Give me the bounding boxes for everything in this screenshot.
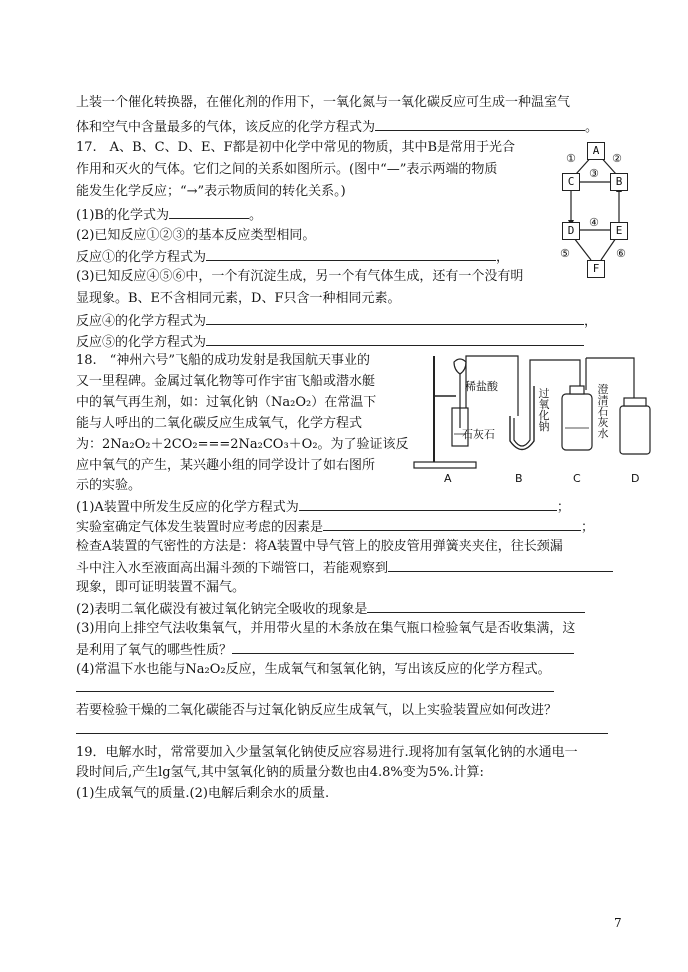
reaction-mark-1: ① (566, 152, 576, 165)
node-e: E (610, 222, 628, 240)
reaction-mark-4: ④ (589, 216, 599, 229)
question-18-stem: 18. “神州六号”飞船的成功发射是我国航天事业的 (76, 353, 370, 368)
answer-blank[interactable] (375, 117, 585, 131)
text-line: (2)表明二氧化碳没有被过氧化钠完全吸收的现象是 (76, 599, 585, 619)
text-line: 示的实验。 (76, 478, 142, 493)
text-line: 能与人呼出的二氧化碳反应生成氧气，化学方程式 (76, 416, 363, 431)
text-line: 现象，即可证明装置不漏气。 (76, 580, 246, 595)
text-line: (3)用向上排空气法收集氧气，并用带火星的木条放在集气瓶口检验氧气是否收集满，这 (76, 621, 576, 636)
text-line: 应中氧气的产生，某兴趣小组的同学设计了如右图所 (76, 458, 376, 473)
question-17-stem: 17. A、B、C、D、E、F都是初中化学中常见的物质，其中B是常用于光合 (76, 140, 516, 155)
reagent-stone: 石灰石 (462, 428, 495, 441)
text-line: 斗中注入水至液面高出漏斗颈的下端管口，若能观察到 (76, 558, 613, 578)
answer-line[interactable] (76, 720, 608, 734)
node-b: B (610, 173, 628, 191)
text-line: 又一里程碑。金属过氧化物等可作宇宙飞船或潜水艇 (76, 374, 376, 389)
reaction-mark-5: ⑤ (560, 247, 570, 260)
text-line: 反应⑤的化学方程式为 (76, 332, 584, 352)
answer-blank[interactable] (169, 205, 249, 219)
apparatus-figure (410, 346, 674, 486)
text-line: (3)已知反应④⑤⑥中，一个有沉淀生成，另一个有气体生成，还有一个没有明 (76, 269, 524, 284)
text-line: 为：2Na₂O₂＋2CO₂===2Na₂CO₃＋O₂。为了验证该反 (76, 437, 409, 452)
text-line: 中的氧气再生剂，如：过氧化钠（Na₂O₂）在常温下 (76, 395, 377, 410)
text-line: 反应④的化学方程式为 ， (76, 311, 597, 331)
text-line: 若要检验干燥的二氧化碳能否与过氧化钠反应生成氧气，以上实验装置应如何改进？ (76, 703, 558, 718)
answer-blank[interactable] (388, 558, 613, 572)
reagent-acid: 稀盐酸 (465, 380, 498, 393)
text-line: (4)常温下水也能与Na₂O₂反应，生成氧气和氢氧化钠，写出该反应的化学方程式。 (76, 662, 551, 677)
text-line: 段时间后,产生lg氢气,其中氢氧化钠的质量分数也由4.8%变为5%.计算: (76, 765, 484, 780)
text-line: 作用和灭火的气体。它们之间的关系如图所示。(图中“—”表示两端的物质 (76, 162, 498, 177)
apparatus-label-a: A (444, 472, 452, 485)
text-line: 能发生化学反应；“→”表示物质间的转化关系。) (76, 184, 346, 199)
question-19-stem: 19．电解水时，常常要加入少量氢氧化钠使反应容易进行.现将加有氢氧化钠的水通电一 (76, 745, 578, 760)
text-line: (1)B的化学式为 。 (76, 205, 262, 225)
reaction-mark-2: ② (612, 152, 622, 165)
relation-diagram (556, 140, 636, 282)
node-f: F (587, 260, 605, 278)
text-line: 显现象。B、E不含相同元素，D、F只含一种相同元素。 (76, 291, 401, 306)
answer-blank[interactable] (206, 247, 496, 261)
node-d: D (562, 222, 580, 240)
answer-blank[interactable] (299, 497, 557, 511)
text-line: 实验室确定气体发生装置时应考虑的因素是 ； (76, 517, 594, 537)
text-line: 上装一个催化转换器，在催化剂的作用下，一氧化氮与一氧化碳反应可生成一种温室气 (76, 95, 571, 110)
text-line: (1)A装置中所发生反应的化学方程式为 ； (76, 497, 570, 517)
answer-blank[interactable] (206, 311, 584, 325)
answer-line[interactable] (76, 678, 554, 692)
text-line: 是利用了氧气的哪些性质？ (76, 640, 574, 660)
answer-blank[interactable] (232, 640, 574, 654)
text-line: (2)已知反应①②③的基本反应类型相同。 (76, 228, 316, 243)
node-c: C (562, 173, 580, 191)
apparatus-label-c: C (573, 472, 581, 485)
node-a: A (587, 142, 605, 160)
answer-blank[interactable] (206, 332, 584, 346)
reagent-limewater: 澄清石灰水 (597, 383, 609, 440)
reagent-peroxide: 过氧化钠 (538, 387, 550, 433)
text-line: 检查A装置的气密性的方法是：将A装置中导气管上的胶皮管用弹簧夹夹住，往长颈漏 (76, 539, 563, 554)
apparatus-label-d: D (631, 472, 640, 485)
reaction-mark-6: ⑥ (616, 247, 626, 260)
text-line: 体和空气中含量最多的气体，该反应的化学方程式为 。 (76, 117, 598, 137)
text-line: (1)生成氧气的质量.(2)电解后剩余水的质量. (76, 786, 330, 801)
reaction-mark-3: ③ (589, 167, 599, 180)
apparatus-label-b: B (515, 472, 523, 485)
page-number: 7 (614, 916, 622, 930)
answer-blank[interactable] (323, 517, 581, 531)
text-line: 反应①的化学方程式为 ， (76, 247, 509, 267)
answer-blank[interactable] (367, 599, 585, 613)
